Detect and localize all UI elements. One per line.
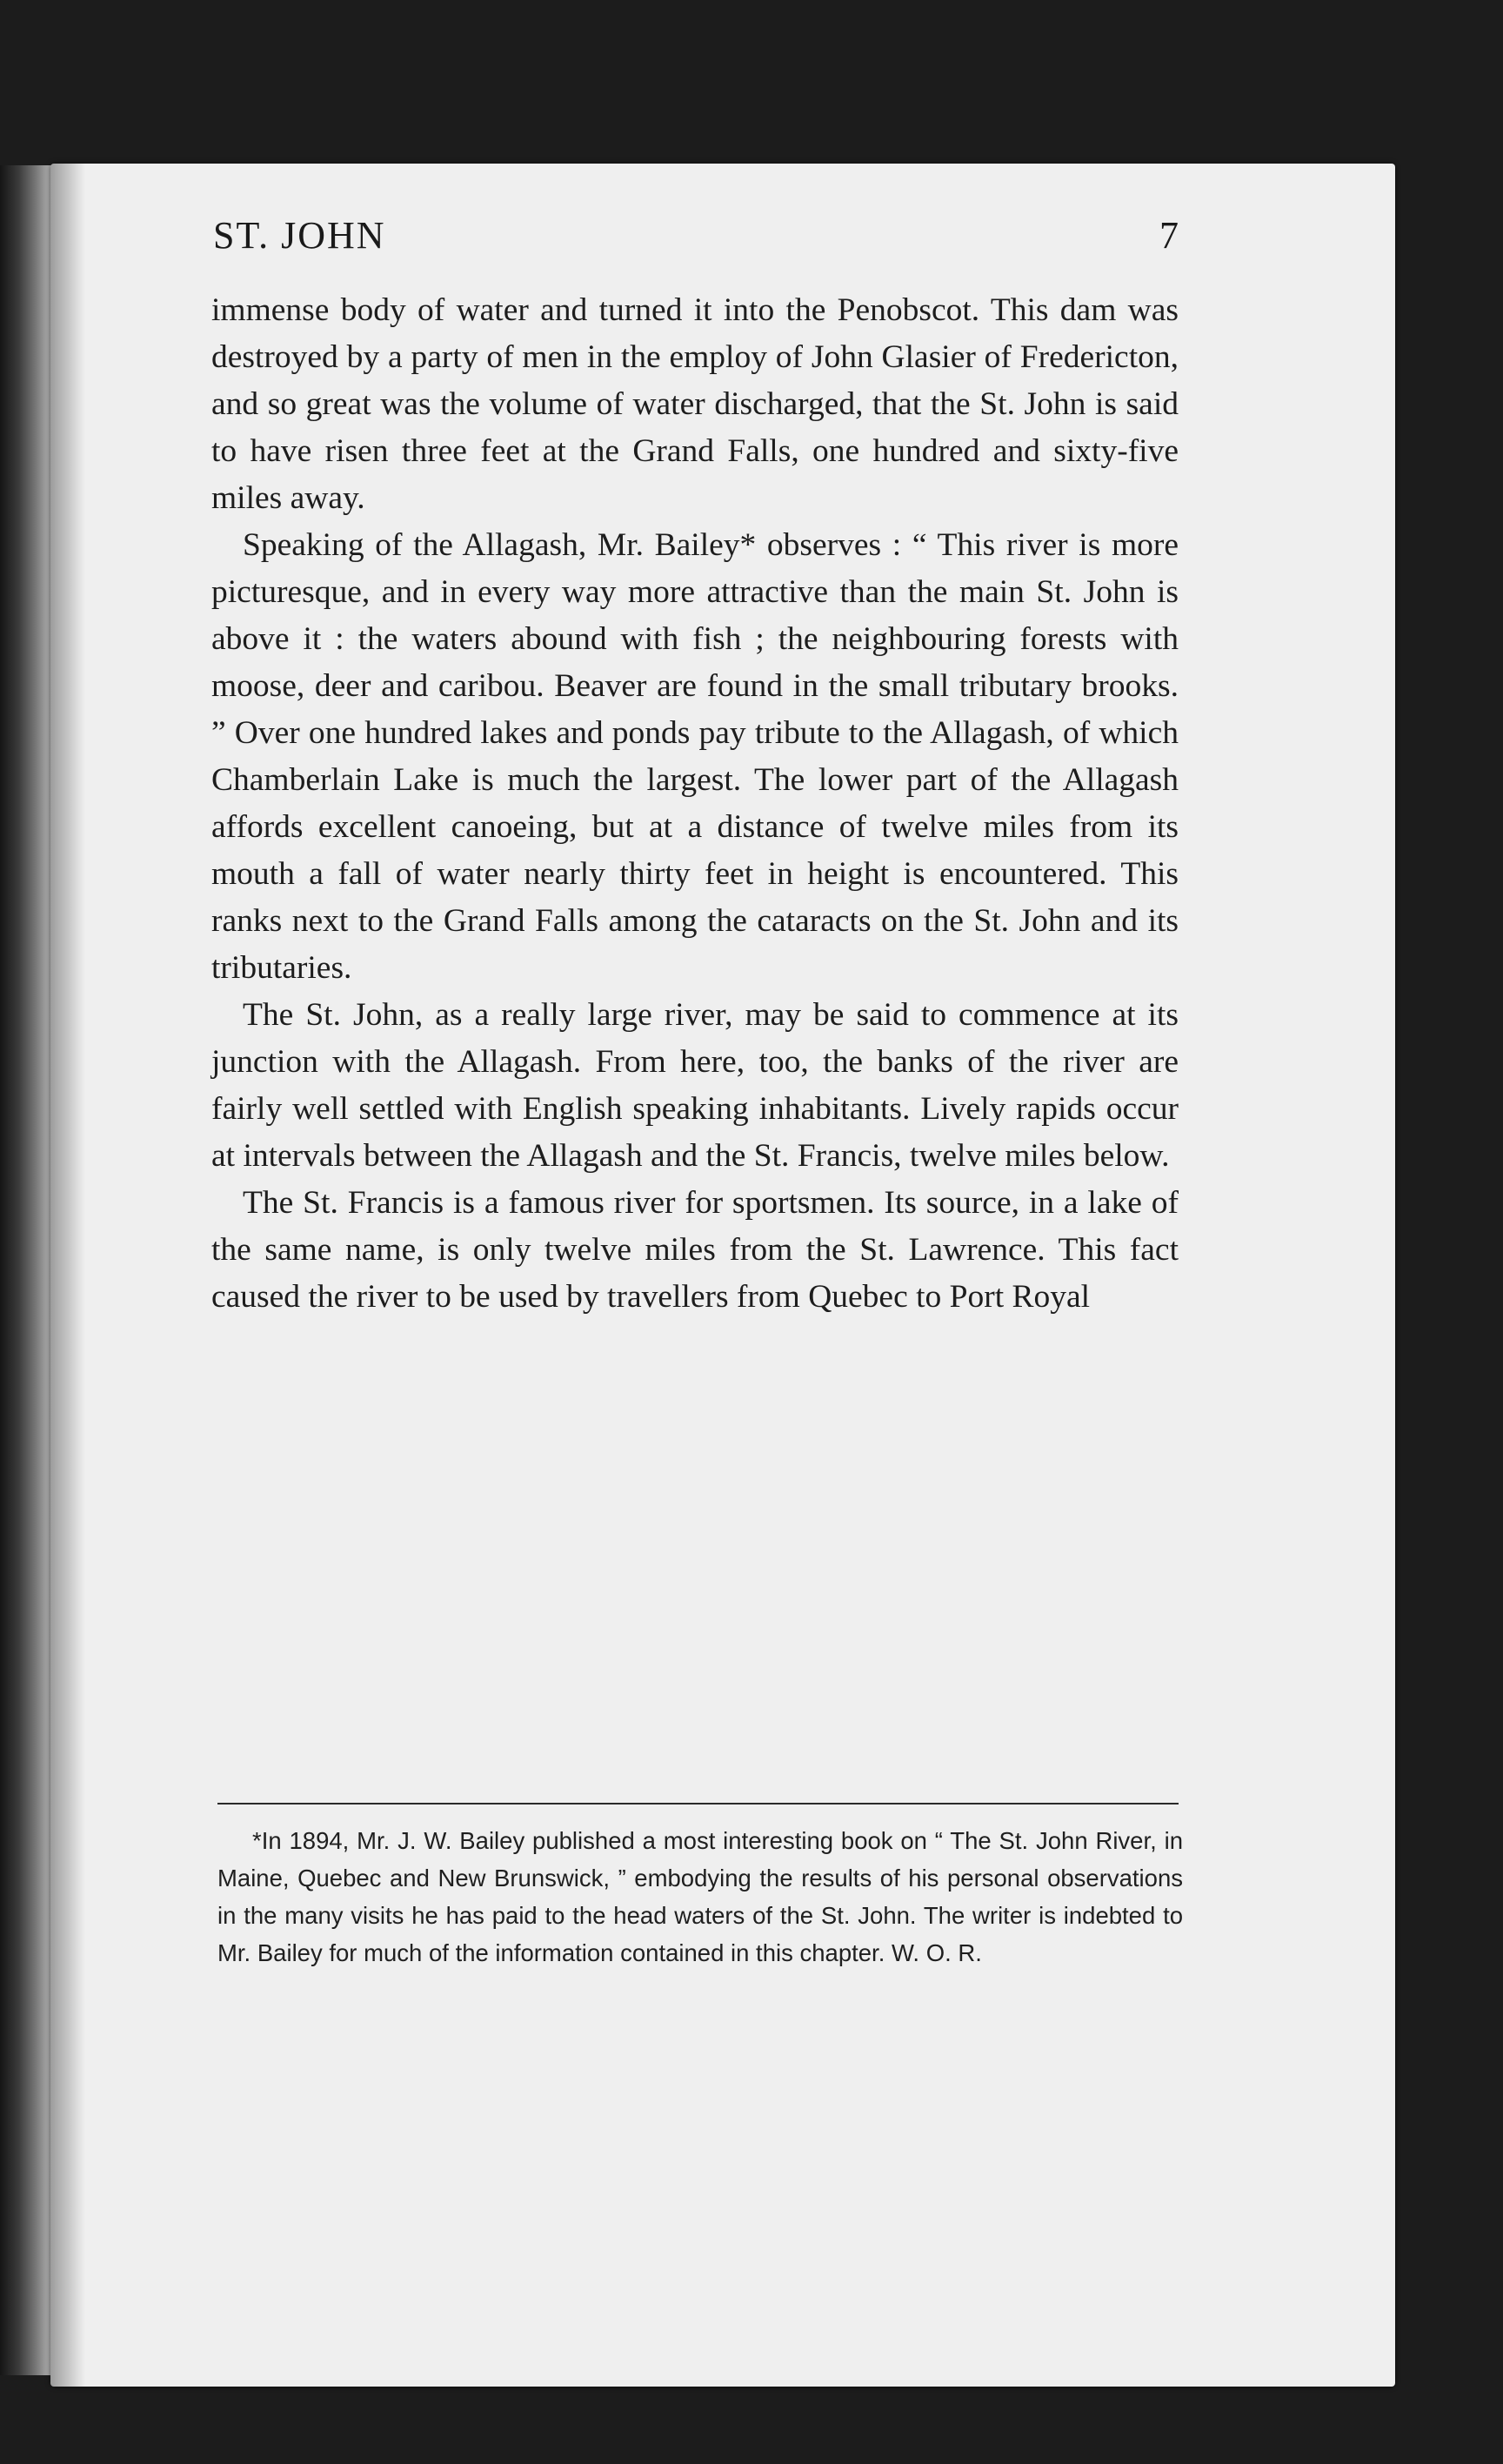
footnote-divider bbox=[217, 1803, 1179, 1804]
footnote bbox=[217, 1822, 1183, 1972]
book-binding-edge bbox=[0, 165, 52, 2375]
running-head bbox=[213, 213, 1179, 274]
body-text bbox=[211, 287, 1179, 1321]
paragraph: Speaking of the Allagash, Mr. Bailey* observes : “ This river is more picturesque, and in every way more attractive than the main St. John is above it : the waters abound with fish ; the neighbouring forests with moose, deer and caribou. Beaver are found in the small tributary brooks. ” Over one hundred lakes and ponds pay tribute to the Allagash, of which Chamberlain Lake is much the largest. The lower part of the Allagash affords excellent canoeing, but at a distance of twelve miles from its mouth a fall of water nearly thirty feet in height is encountered. This ranks next to the Grand Falls among the cataracts on the St. John and its tributaries. bbox=[211, 527, 1179, 986]
paragraph: immense body of water and turned it into the Penobscot. This dam was destroyed by a party of men in the employ of John Glasier of Fredericton, and so great was the volume of water discharged, that the St. John is said to have risen three feet at the Grand Falls, one hundred and sixty-five miles away. bbox=[211, 292, 1179, 516]
paragraph: The St. Francis is a famous river for sportsmen. Its source, in a lake of the same name, is only twelve miles from the St. Lawrence. This fact caused the river to be used by travellers from Quebec to Port Royal bbox=[211, 1185, 1179, 1315]
footnote-text: *In 1894, Mr. J. W. Bailey published a most interesting book on “ The St. John River, in Maine, Quebec and New Brunswick, ” embodying the results of his personal observations in the many visits he has paid to the head waters of the St. John. The writer is indebted to Mr. Bailey for much of the information contained in this chapter. W. O. R. bbox=[217, 1827, 1183, 1966]
paragraph: The St. John, as a really large river, may be said to commence at its junction with the Allagash. From here, too, the banks of the river are fairly well settled with English speaking inhabitants. Lively rapids occur at intervals between the Allagash and the St. Francis, twelve miles below. bbox=[211, 997, 1179, 1174]
page-number: 7 bbox=[1159, 214, 1179, 257]
running-head-title: ST. JOHN bbox=[213, 214, 386, 257]
page-gutter-shadow bbox=[50, 164, 85, 2387]
